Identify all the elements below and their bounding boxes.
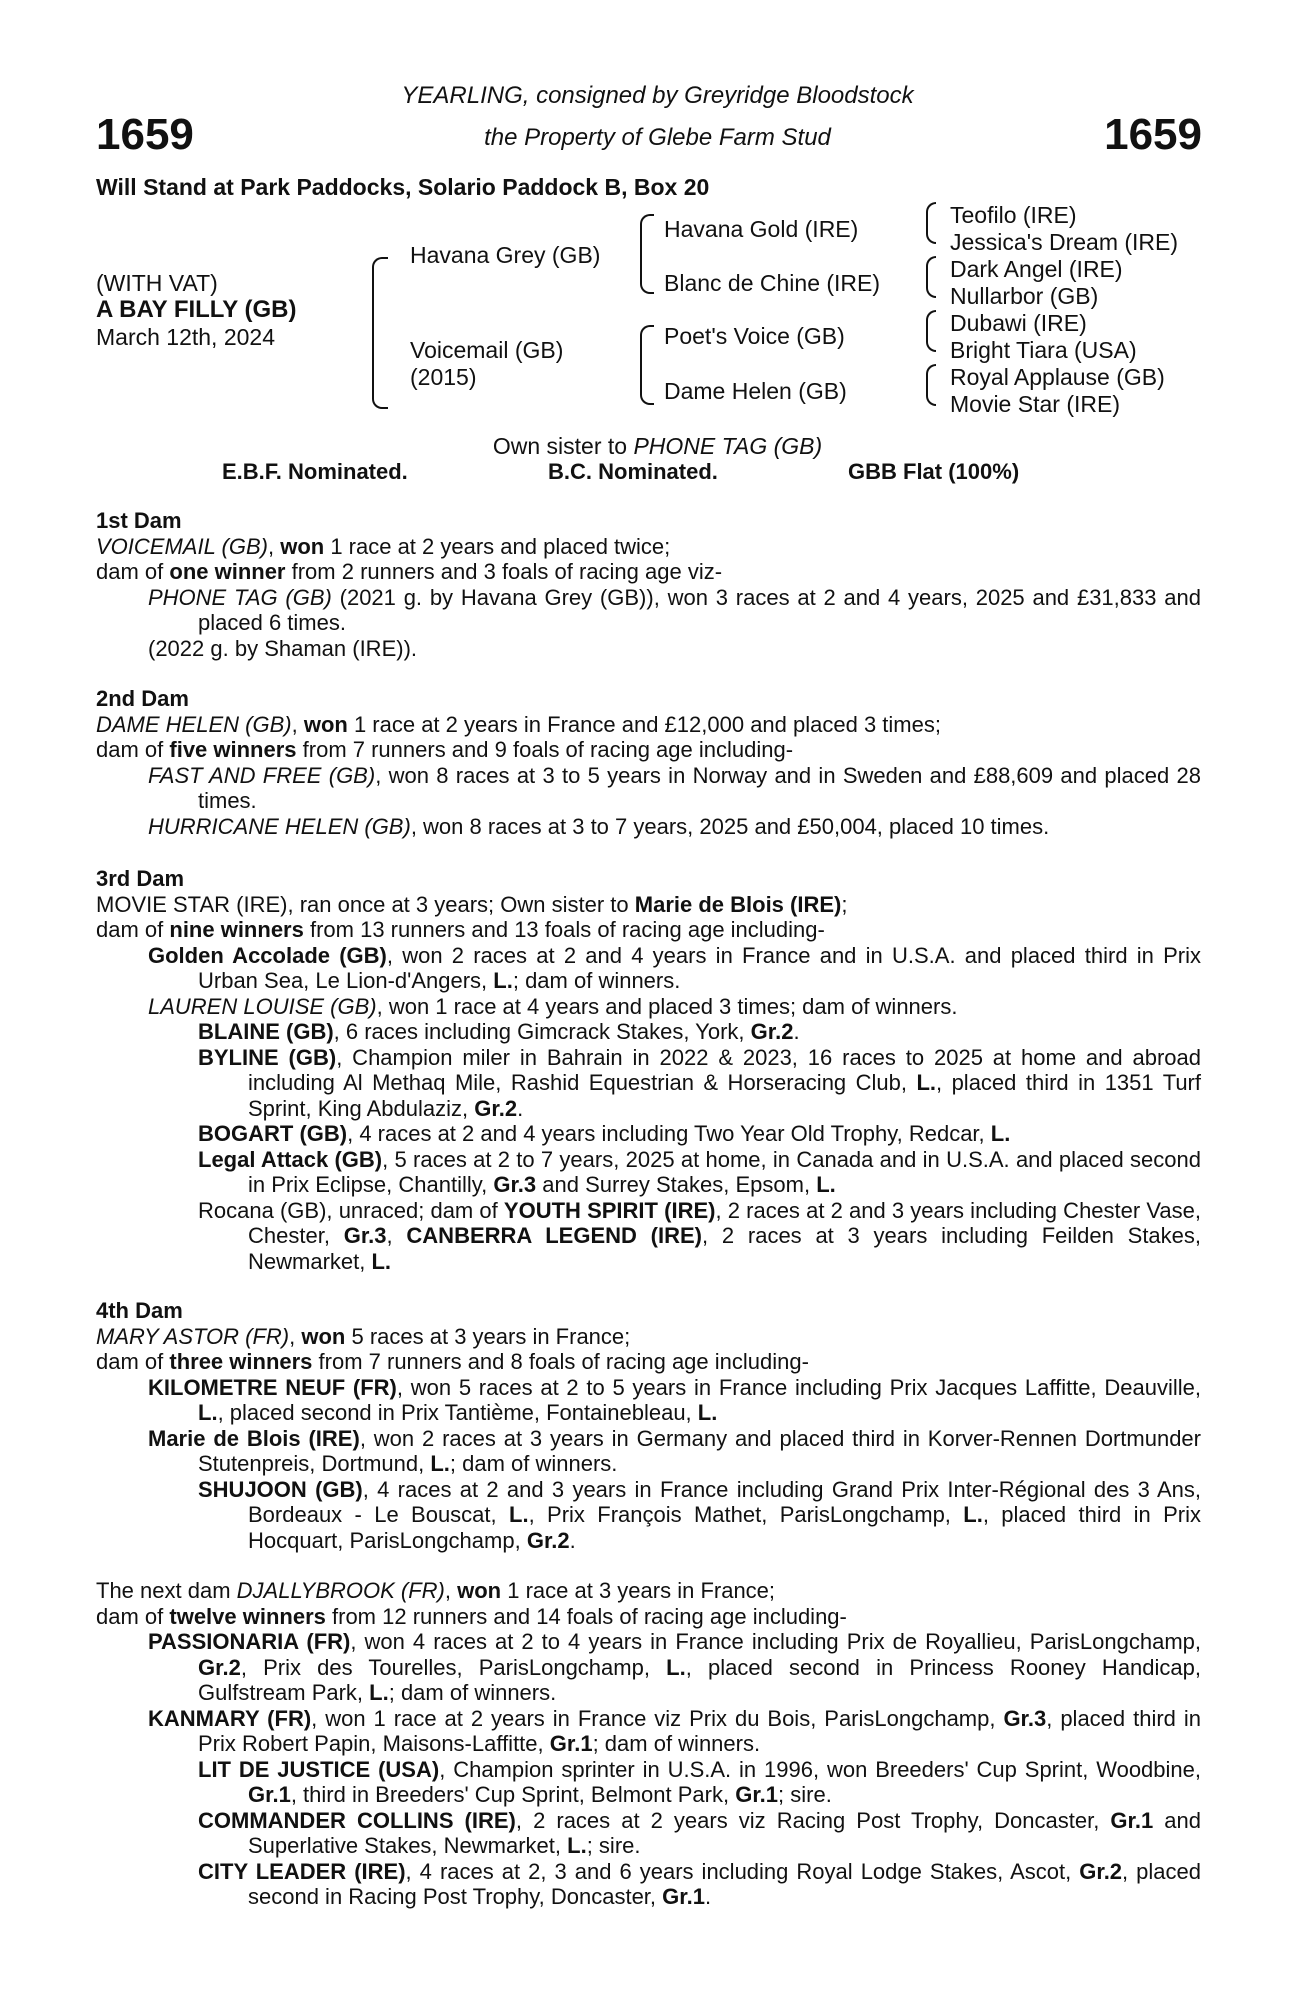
second-dam-progeny-2: HURRICANE HELEN (GB), won 8 races at 3 to 7 years, 2025 and £50,004, placed 10 times. [148, 813, 1050, 839]
lot-number-right: 1659 [1104, 110, 1202, 159]
pedigree-dsd: Bright Tiara (USA) [950, 337, 1137, 363]
gbb-note: GBB Flat (100%) [848, 459, 1020, 484]
pedigree-dam-year: (2015) [410, 364, 477, 390]
third-dam-grandprogeny-3: BOGART (GB), 4 races at 2 and 4 years including Two Year Old Trophy, Redcar, L. [198, 1121, 1011, 1146]
pedigree-sdd: Nullarbor (GB) [950, 283, 1099, 309]
next-dam-section [96, 1578, 1201, 1910]
pedigree-brace-ss [926, 202, 936, 244]
pedigree-dds: Royal Applause (GB) [950, 364, 1165, 390]
first-dam-progeny-2: (2022 g. by Shaman (IRE)). [148, 635, 418, 661]
second-dam-section [96, 686, 1201, 839]
consignor-line: YEARLING, consigned by Greyridge Bloodstock [401, 82, 914, 109]
pedigree-dss: Dubawi (IRE) [950, 310, 1087, 336]
third-dam-grandprogeny-1: BLAINE (GB), 6 races including Gimcrack Stakes, York, Gr.2. [198, 1019, 800, 1044]
pedigree-ddd: Movie Star (IRE) [950, 391, 1120, 417]
bc-note: B.C. Nominated. [548, 459, 718, 484]
property-line: the Property of Glebe Farm Stud [484, 124, 831, 151]
fourth-dam-produce-line: dam of three winners from 7 runners and 8 foals of racing age including- [96, 1349, 809, 1374]
horse-name: A BAY FILLY (GB) [96, 296, 297, 323]
pedigree-brace-sire [640, 214, 654, 294]
third-dam-line: MOVIE STAR (IRE), ran once at 3 years; Own sister to Marie de Blois (IRE); [96, 891, 848, 917]
third-dam-section [96, 866, 1201, 1274]
fourth-dam-line: MARY ASTOR (FR), won 5 races at 3 years in France; [96, 1323, 631, 1349]
vat-note: (WITH VAT) [96, 270, 218, 296]
pedigree-brace-dd [926, 364, 936, 406]
second-dam-heading: 2nd Dam [96, 686, 189, 711]
pedigree-brace-main [372, 257, 388, 409]
pedigree-sds: Dark Angel (IRE) [950, 256, 1123, 282]
next-dam-progeny-1: PASSIONARIA (FR), won 4 races at 2 to 4 years in France including Prix de Royallieu, ParisLongchamp, Gr.2, Prix des Tourelles, ParisLongchamp, L., placed second in Princess Rooney Handicap, Gulfstream Park, L.; dam of winners. [148, 1629, 1201, 1705]
pedigree-dam: Voicemail (GB) [410, 337, 564, 363]
next-dam-produce-line: dam of twelve winners from 12 runners and 14 foals of racing age including- [96, 1603, 847, 1629]
third-dam-progeny-1: Golden Accolade (GB), won 2 races at 2 and 4 years in France and in U.S.A. and placed third in Prix Urban Sea, Le Lion-d'Angers, L.; dam of winners. [148, 942, 1201, 993]
first-dam-produce-line: dam of one winner from 2 runners and 3 foals of racing age viz- [96, 559, 723, 584]
next-dam-line: The next dam DJALLYBROOK (FR), won 1 race at 3 years in France; [96, 1578, 776, 1603]
next-dam-grandprogeny-2: COMMANDER COLLINS (IRE), 2 races at 2 years viz Racing Post Trophy, Doncaster, Gr.1 and Superlative Stakes, Newmarket, L.; sire. [198, 1807, 1201, 1858]
stand-location: Will Stand at Park Paddocks, Solario Paddock B, Box 20 [96, 174, 710, 200]
fourth-dam-heading: 4th Dam [96, 1298, 183, 1323]
pedigree-dam-dam: Dame Helen (GB) [664, 378, 847, 404]
pedigree-brace-ds [926, 310, 936, 352]
second-dam-line: DAME HELEN (GB), won 1 race at 2 years in France and £12,000 and placed 3 times; [96, 711, 941, 737]
own-sister-note: Own sister to PHONE TAG (GB) [492, 433, 823, 459]
third-dam-progeny-2: LAUREN LOUISE (GB), won 1 race at 4 years and placed 3 times; dam of winners. [148, 993, 958, 1019]
third-dam-grandprogeny-5: Rocana (GB), unraced; dam of YOUTH SPIRIT (IRE), 2 races at 2 and 3 years including Chester Vase, Chester, Gr.3, CANBERRA LEGEND (IRE), 2 races at 3 years including Feilden Stakes, Newmarket, L. [198, 1197, 1202, 1274]
pedigree-sss: Teofilo (IRE) [950, 202, 1077, 228]
pedigree-brace-sd [926, 256, 936, 298]
pedigree-brace-dam [640, 325, 654, 405]
horse-dob: March 12th, 2024 [96, 324, 276, 350]
next-dam-grandprogeny-1: LIT DE JUSTICE (USA), Champion sprinter in U.S.A. in 1996, won Breeders' Cup Sprint, Woodbine, Gr.1, third in Breeders' Cup Sprint, Belmont Park, Gr.1; sire. [198, 1756, 1202, 1807]
fourth-dam-progeny-2: Marie de Blois (IRE), won 2 races at 3 years in Germany and placed third in Korver-Rennen Dortmunder Stutenpreis, Dortmund, L.; dam of winners. [148, 1425, 1201, 1476]
third-dam-grandprogeny-2: BYLINE (GB), Champion miler in Bahrain in 2022 & 2023, 16 races to 2025 at home and abroad including Al Methaq Mile, Rashid Equestrian & Horseracing Club, L., placed third in 1351 Turf Sprint, King Abdulaziz, Gr.2. [198, 1044, 1201, 1121]
pedigree-sire: Havana Grey (GB) [410, 242, 601, 268]
pedigree-sire-sire: Havana Gold (IRE) [664, 216, 859, 242]
first-dam-section [96, 508, 1201, 661]
lot-number-left: 1659 [96, 110, 194, 159]
fourth-dam-progeny-1: KILOMETRE NEUF (FR), won 5 races at 2 to 5 years in France including Prix Jacques Laffitte, Deauville, L., placed second in Prix Tantième, Fontainebleau, L. [148, 1374, 1201, 1425]
ebf-note: E.B.F. Nominated. [222, 459, 408, 484]
next-dam-grandprogeny-3: CITY LEADER (IRE), 4 races at 2, 3 and 6 years including Royal Lodge Stakes, Ascot, Gr.2, placed second in Racing Post Trophy, Doncaster, Gr.1. [198, 1858, 1202, 1909]
next-dam-progeny-2: KANMARY (FR), won 1 race at 2 years in France viz Prix du Bois, ParisLongchamp, Gr.3, placed third in Prix Robert Papin, Maisons-Laffitte, Gr.1; dam of winners. [148, 1705, 1201, 1756]
pedigree-dam-sire: Poet's Voice (GB) [664, 323, 845, 349]
pedigree-sire-dam: Blanc de Chine (IRE) [664, 270, 881, 296]
own-sister-name: PHONE TAG (GB) [633, 433, 823, 459]
fourth-dam-grandprogeny-1: SHUJOON (GB), 4 races at 2 and 3 years in France including Grand Prix Inter-Régional des 3 Ans, Bordeaux - Le Bouscat, L., Prix François Mathet, ParisLongchamp, L., placed third in Prix Hocquart, ParisLongchamp, Gr.2. [198, 1476, 1202, 1553]
first-dam-progeny-1: PHONE TAG (GB) (2021 g. by Havana Grey (GB)), won 3 races at 2 and 4 years, 2025 and £31,833 and placed 6 times. [148, 584, 1201, 635]
first-dam-line: VOICEMAIL (GB), won 1 race at 2 years and placed twice; [96, 533, 671, 559]
third-dam-grandprogeny-4: Legal Attack (GB), 5 races at 2 to 7 years, 2025 at home, in Canada and in U.S.A. and placed second in Prix Eclipse, Chantilly, Gr.3 and Surrey Stakes, Epsom, L. [198, 1146, 1201, 1197]
second-dam-progeny-1: FAST AND FREE (GB), won 8 races at 3 to 5 years in Norway and in Sweden and £88,609 and placed 28 times. [148, 762, 1201, 813]
third-dam-heading: 3rd Dam [96, 866, 185, 891]
first-dam-heading: 1st Dam [96, 508, 182, 533]
pedigree-ssd: Jessica's Dream (IRE) [950, 229, 1179, 255]
second-dam-produce-line: dam of five winners from 7 runners and 9 foals of racing age including- [96, 737, 794, 762]
third-dam-produce-line: dam of nine winners from 13 runners and 13 foals of racing age including- [96, 917, 825, 942]
fourth-dam-section [96, 1298, 1201, 1553]
